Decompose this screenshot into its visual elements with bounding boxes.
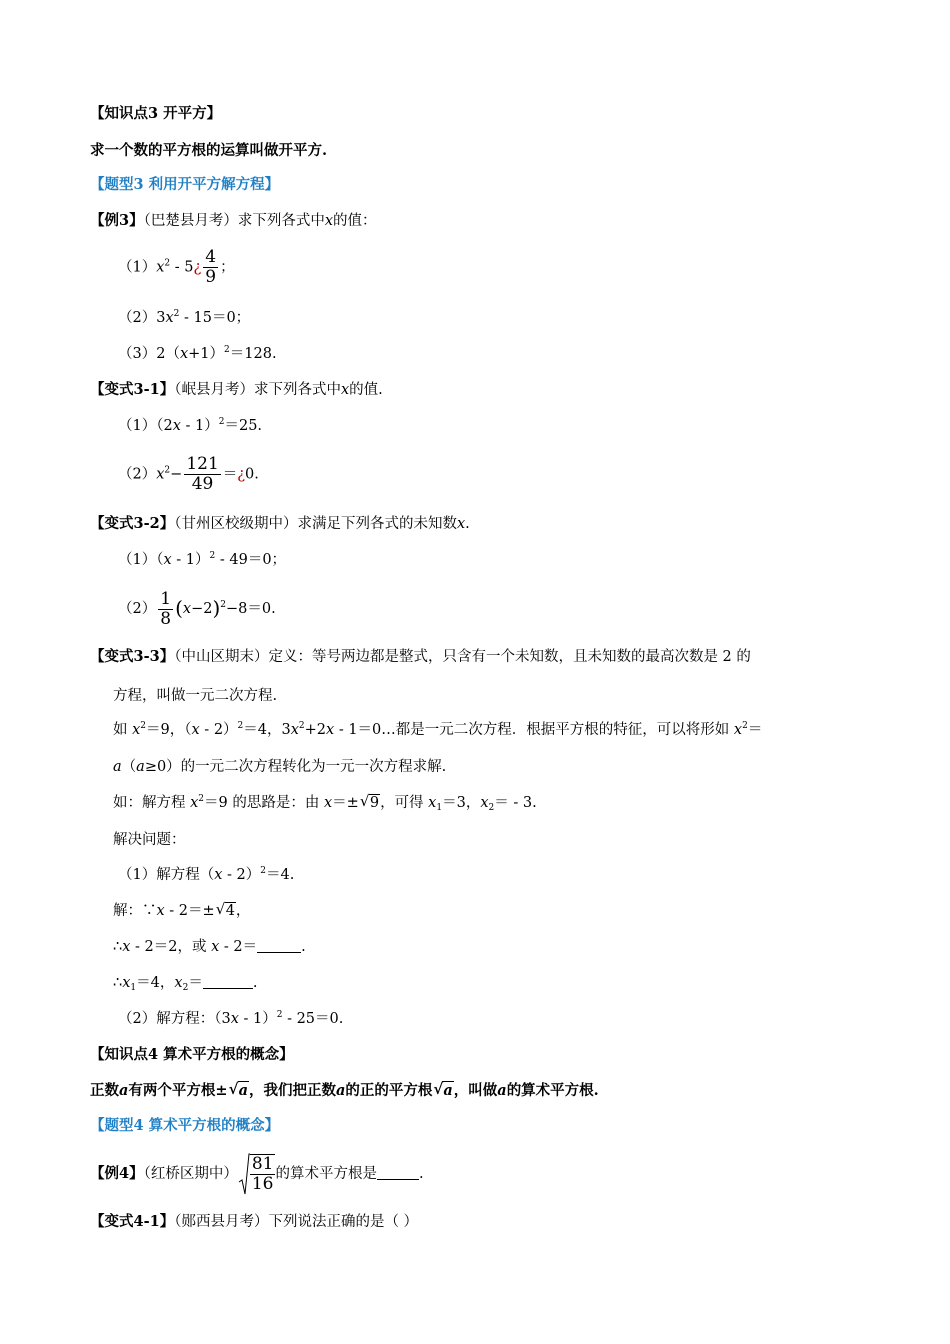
knowledge-point-3-title: 【知识点3 开平方】 (90, 105, 222, 122)
fraction: $\frac{4}{9}$ (205, 247, 217, 287)
knowledge-point-3-body: 求一个数的平方根的运算叫做开平方. (90, 142, 328, 159)
knowledge-point-4-body: 正数a有两个平方根± √ a，我们把正数a的正的平方根 √ a，叫做a的算术平方根. (90, 1080, 599, 1099)
example-3-item-1: $(1)x^2$ - 5¿ $\frac{4}{9}$ ； (118, 247, 235, 287)
square-root: √ a (228, 1080, 248, 1099)
square-root: √ a (433, 1080, 453, 1099)
answer-blank[interactable] (377, 1179, 419, 1180)
answer-blank[interactable] (203, 988, 253, 989)
variant-3-3-line-4: a（a≥0）的一元二次方程转化为一元一次方程求解. (113, 759, 447, 775)
fraction: $\frac{121}{49}$ (186, 454, 219, 494)
answer-blank[interactable] (257, 952, 301, 953)
variant-3-1-item-1: （1）（2x - 1）$^2$＝25. (118, 417, 263, 434)
variant-3-1-item-2: $(2)x^2-$ $\frac{121}{49}$ ＝¿0. (118, 454, 259, 494)
question-type-3-title: 【题型3 利用开平方解方程】 (90, 176, 280, 193)
variant-3-2-item-2: （2） $\frac{1}{8}$ $(x-2)^2-8=0$. (118, 588, 276, 629)
fraction: $\frac{1}{8}$ (160, 588, 172, 629)
variant-3-2-item-1: （1）（x - 1）$^2$ - 49＝0； (118, 551, 287, 568)
square-root: √ 9 (359, 792, 380, 811)
radical-sign-icon (238, 1152, 250, 1196)
square-root-of-fraction: $\frac{81}{16}$ (238, 1152, 276, 1196)
variant-3-3-line-10: $\therefore x_1=4$，$x_2=$ . (113, 975, 258, 993)
example-4-line: 【例4】（红桥区期中） $\frac{81}{16}$ 的算术平方根是 . (90, 1154, 424, 1194)
example-3-item-3: $(3)2(x+1)^2=128$. (118, 345, 277, 362)
variant-3-3-line-11: （2）解方程：（3x - 1）$^2$ - 25＝0. (118, 1010, 344, 1027)
knowledge-point-4-title: 【知识点4 算术平方根的概念】 (90, 1046, 294, 1063)
example-3-tag: 【例3】 (90, 212, 144, 229)
question-type-4-title: 【题型4 算术平方根的概念】 (90, 1117, 280, 1134)
variant-3-2-heading: 【变式3-2】（甘州区校级期中）求满足下列各式的未知数x. (90, 515, 470, 532)
example-3-heading: 【例3】（巴楚县月考）求下列各式中x的值： (90, 212, 377, 229)
variant-3-1-heading: 【变式3-1】（岷县月考）求下列各式中x的值. (90, 381, 383, 398)
variant-3-3-line-7: （1）解方程（x - 2）$^2$＝4. (118, 866, 295, 883)
variant-3-3-line-8: 解：∵x - 2＝± √ 4， (113, 900, 251, 919)
variant-3-3-line-5: 如：解方程 $x^2=9$ 的思路是：由 x＝± √ 9，可得 $x_1=3$，$x_2= - 3$. (113, 792, 537, 813)
variant-3-3-line-2: 方程，叫做一元二次方程. (113, 688, 278, 704)
variant-3-3-line-6: 解决问题： (113, 832, 186, 848)
variant-3-3-line-9: ∴x - 2＝2，或 x - 2＝ . (113, 939, 306, 955)
example-3-item-2: $(2)3x^2 - 15=0$； (118, 309, 251, 326)
square-root: √ 4 (215, 900, 235, 919)
variant-3-3-line-3: 如 $x^2=9$，（x - 2）$^2$＝4，$3x^2+2x$ - 1＝0…都是一元二次方程．根据平方根的特征，可以将形如 $x^2=$ (113, 721, 763, 738)
variant-4-1-heading: 【变式4-1】（郧西县月考）下列说法正确的是（ ） (90, 1213, 419, 1230)
variant-3-3-heading: 【变式3-3】（中山区期末）定义：等号两边都是整式，只含有一个未知数，且未知数的最高次数是 2 的 (90, 648, 751, 665)
